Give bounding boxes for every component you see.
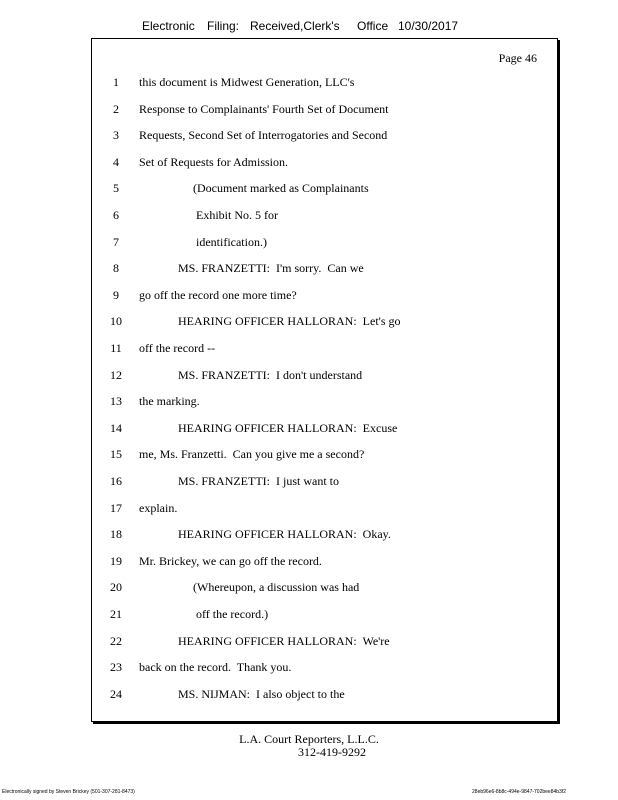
line-text: MS. FRANZETTI: I just want to xyxy=(178,474,339,488)
line-text: identification.) xyxy=(196,234,267,249)
transcript-line xyxy=(92,154,557,170)
line-number: 3 xyxy=(113,128,119,143)
header-filing: Filing: xyxy=(207,19,240,33)
footer xyxy=(0,733,618,759)
header-office: Office xyxy=(357,19,389,33)
line-number: 24 xyxy=(110,686,122,701)
transcript-line xyxy=(92,101,557,117)
transcript-line xyxy=(92,127,557,143)
line-number: 20 xyxy=(110,580,122,595)
line-number: 22 xyxy=(110,633,122,648)
line-number: 7 xyxy=(113,234,119,249)
transcript-line xyxy=(92,367,557,383)
transcript-line xyxy=(92,500,557,516)
line-number: 9 xyxy=(113,287,119,302)
transcript-page xyxy=(91,38,558,722)
line-text: Requests, Second Set of Interrogatories and Second xyxy=(139,128,388,143)
signature-id: 28eb96e6-8b8c-494e-9847-702bee84b3f2 xyxy=(472,789,566,795)
transcript-line xyxy=(92,180,557,196)
line-number: 5 xyxy=(113,181,119,196)
transcript-line xyxy=(92,420,557,436)
line-text: MS. NIJMAN: I also object to the xyxy=(178,686,345,701)
line-number: 21 xyxy=(110,607,122,621)
line-text: HEARING OFFICER HALLORAN: We're xyxy=(178,633,390,648)
line-number: 12 xyxy=(110,367,122,382)
line-number: 10 xyxy=(110,314,122,329)
filing-header xyxy=(0,19,618,37)
footer-phone: 312-419-9292 xyxy=(298,745,366,759)
line-text: MS. FRANZETTI: I don't understand xyxy=(178,367,363,382)
transcript-line xyxy=(92,260,557,276)
line-number: 17 xyxy=(110,500,122,515)
line-text: off the record.) xyxy=(196,607,269,621)
transcript-line xyxy=(92,526,557,542)
line-text: back on the record. Thank you. xyxy=(139,660,292,675)
transcript-line xyxy=(92,207,557,223)
line-text: me, Ms. Franzetti. Can you give me a second? xyxy=(139,447,365,462)
line-text: go off the record one more time? xyxy=(139,287,297,302)
line-number: 1 xyxy=(113,75,119,89)
line-number: 19 xyxy=(110,553,122,568)
transcript-line xyxy=(92,553,557,569)
transcript-line xyxy=(92,234,557,250)
line-text: Response to Complainants' Fourth Set of Document xyxy=(139,101,389,116)
line-text: the marking. xyxy=(139,394,200,409)
line-number: 11 xyxy=(110,341,122,355)
line-number: 6 xyxy=(113,208,119,222)
transcript-line xyxy=(92,393,557,409)
page-number: Page 46 xyxy=(498,51,537,65)
line-text: (Whereupon, a discussion was had xyxy=(193,580,360,595)
line-text: HEARING OFFICER HALLORAN: Okay. xyxy=(178,527,391,542)
header-electronic: Electronic xyxy=(142,19,195,33)
line-text: explain. xyxy=(139,500,178,515)
line-number: 2 xyxy=(113,101,119,116)
transcript-line xyxy=(92,446,557,462)
line-text: MS. FRANZETTI: I'm sorry. Can we xyxy=(178,261,364,276)
line-number: 23 xyxy=(110,660,122,675)
line-text: off the record -- xyxy=(139,341,216,355)
transcript-line xyxy=(92,74,557,90)
transcript-line xyxy=(92,686,557,702)
footer-company: L.A. Court Reporters, L.L.C. xyxy=(239,732,379,746)
line-text: Exhibit No. 5 for xyxy=(196,208,278,222)
line-number: 4 xyxy=(113,154,119,169)
line-number: 15 xyxy=(110,447,122,462)
line-number: 16 xyxy=(110,474,122,488)
transcript-line xyxy=(92,633,557,649)
line-text: Mr. Brickey, we can go off the record. xyxy=(139,553,322,568)
line-number: 18 xyxy=(110,527,122,542)
line-text: this document is Midwest Generation, LLC's xyxy=(139,75,355,89)
transcript-line xyxy=(92,313,557,329)
signature-left: Electronically signed by Steven Brickey (501-307-281-8473) xyxy=(2,789,135,795)
transcript-line xyxy=(92,579,557,595)
header-date: 10/30/2017 xyxy=(398,19,459,33)
header-received: Received,Clerk's xyxy=(250,19,340,33)
transcript-line xyxy=(92,659,557,675)
transcript-line xyxy=(92,287,557,303)
transcript-line xyxy=(92,606,557,622)
line-text: Set of Requests for Admission. xyxy=(139,154,288,169)
line-text: (Document marked as Complainants xyxy=(193,181,369,196)
line-number: 14 xyxy=(110,420,122,435)
line-number: 13 xyxy=(110,394,122,409)
line-text: HEARING OFFICER HALLORAN: Let's go xyxy=(178,314,401,329)
transcript-line xyxy=(92,473,557,489)
line-text: HEARING OFFICER HALLORAN: Excuse xyxy=(178,420,398,435)
transcript-line xyxy=(92,340,557,356)
line-number: 8 xyxy=(113,261,119,276)
